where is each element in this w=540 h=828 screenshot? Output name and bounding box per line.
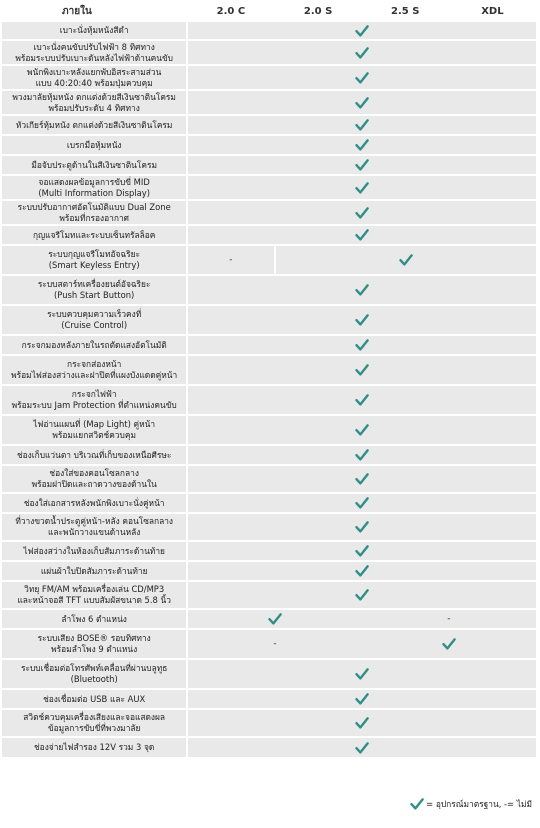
feature-line: ระบบกุญแจรีโมทอัจฉริยะ — [48, 249, 141, 259]
check-icon — [355, 71, 369, 85]
feature-name — [2, 415, 187, 445]
table-row — [2, 175, 536, 200]
feature-line: มือจับประตูด้านในสีเงินซาตินโครม — [31, 159, 157, 170]
availability-cell — [187, 709, 536, 737]
feature-line: ช่องใส่ของคอนโซลกลาง — [49, 468, 139, 478]
feature-name — [2, 609, 187, 629]
feature-line: ช่องจ่ายไฟสำรอง 12V รวม 3 จุด — [34, 742, 155, 752]
header-variant-2-0-s: 2.0 S — [275, 2, 362, 21]
table-row — [2, 689, 536, 709]
feature-line: (Cruise Control) — [61, 320, 128, 330]
check-icon — [355, 520, 369, 534]
check-icon — [355, 716, 369, 730]
not-available-dash: - — [447, 614, 451, 624]
feature-line: พร้อมฝาปิดและถาดวางของด้านใน — [31, 479, 157, 489]
table-row — [2, 385, 536, 415]
table-row — [2, 245, 536, 275]
feature-line: กระจกไฟฟ้า — [71, 389, 117, 399]
feature-name — [2, 21, 187, 40]
table-row — [2, 65, 536, 90]
feature-line: พร้อมระบบ Jam Protection ที่ตำแหน่งคนขับ — [11, 400, 177, 410]
table-row — [2, 335, 536, 355]
table-row — [2, 445, 536, 465]
check-icon — [355, 158, 369, 172]
check-icon — [410, 797, 424, 811]
availability-cell — [187, 200, 536, 225]
table-row — [2, 90, 536, 115]
feature-line: ระบบควบคุมความเร็วคงที่ — [47, 309, 142, 319]
table-row — [2, 21, 536, 40]
table-row — [2, 355, 536, 385]
feature-line: กุญแจรีโมทและระบบเซ็นทรัลล็อค — [32, 229, 156, 240]
header-variant-2-5-s: 2.5 S — [362, 2, 449, 21]
check-icon — [355, 338, 369, 352]
feature-line: เบาะนั่งหุ้มหนังสีดำ — [59, 25, 129, 35]
interior-spec-table — [2, 2, 536, 757]
availability-cell — [187, 493, 536, 513]
header-row — [2, 2, 536, 21]
check-icon — [355, 393, 369, 407]
table-row — [2, 629, 536, 659]
feature-name — [2, 355, 187, 385]
check-icon — [355, 588, 369, 602]
check-icon — [399, 253, 413, 267]
availability-cell — [187, 659, 536, 689]
feature-name — [2, 305, 187, 335]
legend-text: = อุปกรณ์มาตรฐาน, -= ไม่มี — [426, 799, 532, 809]
availability-cell — [187, 737, 536, 757]
feature-line: ไฟอ่านแผนที่ (Map Light) คู่หน้า — [33, 419, 156, 429]
availability-cell — [187, 541, 536, 561]
check-icon — [355, 564, 369, 578]
check-icon — [355, 363, 369, 377]
check-icon — [355, 692, 369, 706]
check-icon — [355, 283, 369, 297]
availability-cell — [187, 561, 536, 581]
feature-name — [2, 581, 187, 609]
table-row — [2, 465, 536, 493]
feature-name — [2, 737, 187, 757]
availability-cell — [187, 629, 361, 659]
feature-line: พร้อมแยกสวิตช์ควบคุม — [52, 430, 136, 440]
feature-name — [2, 115, 187, 135]
table-row — [2, 135, 536, 155]
feature-line: หัวเกียร์หุ้มหนัง ตกแต่งด้วยสีเงินซาตินโครม — [15, 119, 173, 130]
availability-cell — [187, 245, 274, 275]
table-row — [2, 305, 536, 335]
feature-line: ระบบปรับอากาศอัตโนมัติแบบ Dual Zone — [17, 201, 171, 212]
check-icon — [355, 472, 369, 486]
table-row — [2, 155, 536, 175]
availability-cell — [275, 245, 537, 275]
check-icon — [355, 667, 369, 681]
feature-line: พร้อมไฟส่องสว่างและฝาปิดที่แผงบังแดดคู่หน้า — [11, 370, 178, 380]
table-row — [2, 709, 536, 737]
feature-name — [2, 335, 187, 355]
feature-line: ระบบเสียง BOSE® รอบทิศทาง — [37, 633, 151, 643]
feature-name — [2, 65, 187, 90]
feature-line: สวิตช์ควบคุมเครื่องเสียงและจอแสดงผล — [23, 712, 166, 722]
feature-line: (Bluetooth) — [70, 674, 118, 684]
check-icon — [355, 96, 369, 110]
table-row — [2, 415, 536, 445]
header-variant-xdl: XDL — [449, 2, 536, 21]
feature-line: แผ่นผ้าใบปิดสัมภาระด้านท้าย — [40, 565, 148, 576]
check-icon — [355, 496, 369, 510]
table-row — [2, 200, 536, 225]
check-icon — [355, 544, 369, 558]
feature-line: ระบบเชื่อมต่อโทรศัพท์เคลื่อนที่ผ่านบลูทูธ — [20, 663, 168, 673]
check-icon — [355, 423, 369, 437]
feature-line: ช่องเชื่อมต่อ USB และ AUX — [43, 693, 146, 704]
table-row — [2, 541, 536, 561]
availability-cell — [187, 609, 361, 629]
availability-cell — [187, 689, 536, 709]
feature-line: ข้อมูลการขับขี่ที่พวงมาลัย — [47, 723, 141, 733]
check-icon — [355, 448, 369, 462]
feature-name — [2, 275, 187, 305]
table-row — [2, 581, 536, 609]
feature-name — [2, 689, 187, 709]
availability-cell — [187, 275, 536, 305]
availability-cell — [187, 40, 536, 65]
feature-name — [2, 513, 187, 541]
availability-cell — [362, 609, 536, 629]
feature-line: (Push Start Button) — [54, 290, 135, 300]
feature-line: พนักพิงเบาะหลังแยกพับอิสระสามส่วน — [27, 66, 162, 77]
availability-cell — [187, 65, 536, 90]
table-row — [2, 275, 536, 305]
feature-name — [2, 541, 187, 561]
feature-name — [2, 155, 187, 175]
header-feature: ภายใน — [2, 2, 187, 21]
check-icon — [268, 612, 282, 626]
availability-cell — [187, 225, 536, 245]
feature-name — [2, 465, 187, 493]
feature-name — [2, 200, 187, 225]
availability-cell — [187, 385, 536, 415]
availability-cell — [187, 90, 536, 115]
availability-cell — [187, 445, 536, 465]
table-row — [2, 115, 536, 135]
feature-line: ช่องใส่เอกสารหลังพนักพิงเบาะนั่งคู่หน้า — [23, 497, 165, 508]
feature-name — [2, 175, 187, 200]
feature-line: ที่วางขวดน้ำประตูคู่หน้า-หลัง คอนโซลกลาง — [15, 516, 174, 526]
feature-line: วิทยุ FM/AM พร้อมเครื่องเล่น CD/MP3 — [24, 584, 165, 594]
check-icon — [355, 24, 369, 38]
feature-name — [2, 709, 187, 737]
feature-line: พร้อมระบบปรับเบาะดันหลังไฟฟ้าด้านคนขับ — [15, 52, 173, 63]
feature-name — [2, 245, 187, 275]
availability-cell — [187, 355, 536, 385]
feature-name — [2, 225, 187, 245]
availability-cell — [187, 115, 536, 135]
check-icon — [355, 206, 369, 220]
table-row — [2, 737, 536, 757]
feature-line: (Multi Information Display) — [38, 187, 151, 198]
feature-line: ลำโพง 6 ตำแหน่ง — [61, 613, 127, 624]
feature-name — [2, 135, 187, 155]
check-icon — [355, 46, 369, 60]
feature-line: กระจกมองหลังภายในรถตัดแสงอัตโนมัติ — [21, 339, 167, 350]
table-row — [2, 609, 536, 629]
feature-line: (Smart Keyless Entry) — [48, 260, 140, 270]
availability-cell — [187, 513, 536, 541]
check-icon — [355, 138, 369, 152]
table-row — [2, 513, 536, 541]
feature-line: และหน้าจอสี TFT แบบสัมผัสขนาด 5.8 นิ้ว — [17, 595, 171, 605]
feature-line: พวงมาลัยหุ้มหนัง ตกแต่งด้วยสีเงินซาตินโครม — [12, 91, 176, 102]
availability-cell — [187, 175, 536, 200]
header-variant-2-0-c: 2.0 C — [187, 2, 274, 21]
feature-line: แบบ 40:20:40 พร้อมปุ่มควบคุม — [35, 77, 153, 88]
availability-cell — [187, 415, 536, 445]
availability-cell — [187, 21, 536, 40]
check-icon — [442, 637, 456, 651]
feature-line: เบาะนั่งคนขับปรับไฟฟ้า 8 ทิศทาง — [33, 41, 155, 52]
feature-line: จอแสดงผลข้อมูลการขับขี่ MID — [38, 176, 150, 187]
feature-name — [2, 90, 187, 115]
table-row — [2, 561, 536, 581]
availability-cell — [187, 465, 536, 493]
table-row — [2, 40, 536, 65]
feature-line: พร้อมที่กรองอากาศ — [59, 212, 129, 223]
feature-name — [2, 40, 187, 65]
feature-line: พร้อมปรับระดับ 4 ทิศทาง — [48, 102, 140, 113]
table-row — [2, 225, 536, 245]
check-icon — [355, 118, 369, 132]
availability-cell — [187, 135, 536, 155]
feature-line: ไฟส่องสว่างในห้องเก็บสัมภาระด้านท้าย — [23, 545, 165, 556]
check-icon — [355, 181, 369, 195]
feature-name — [2, 445, 187, 465]
legend — [410, 796, 532, 812]
feature-name — [2, 629, 187, 659]
check-icon — [355, 228, 369, 242]
feature-line: ช่องเก็บแว่นตา บริเวณที่เก็บของเหนือศีรษะ — [16, 449, 172, 460]
availability-cell — [362, 629, 536, 659]
feature-name — [2, 659, 187, 689]
availability-cell — [187, 155, 536, 175]
feature-line: ระบบสตาร์ทเครื่องยนต์อัจฉริยะ — [37, 279, 151, 289]
feature-name — [2, 385, 187, 415]
availability-cell — [187, 335, 536, 355]
feature-name — [2, 493, 187, 513]
table-row — [2, 659, 536, 689]
feature-line: กระจกส่องหน้า — [67, 359, 122, 369]
feature-line: พร้อมลำโพง 9 ตำแหน่ง — [51, 644, 138, 654]
not-available-dash: - — [229, 255, 233, 265]
feature-line: และพนักวางแขนด้านหลัง — [48, 527, 141, 537]
availability-cell — [187, 305, 536, 335]
feature-line: เบรกมือหุ้มหนัง — [66, 139, 122, 150]
availability-cell — [187, 581, 536, 609]
feature-name — [2, 561, 187, 581]
check-icon — [355, 741, 369, 755]
check-icon — [355, 313, 369, 327]
table-row — [2, 493, 536, 513]
not-available-dash: - — [273, 639, 277, 649]
